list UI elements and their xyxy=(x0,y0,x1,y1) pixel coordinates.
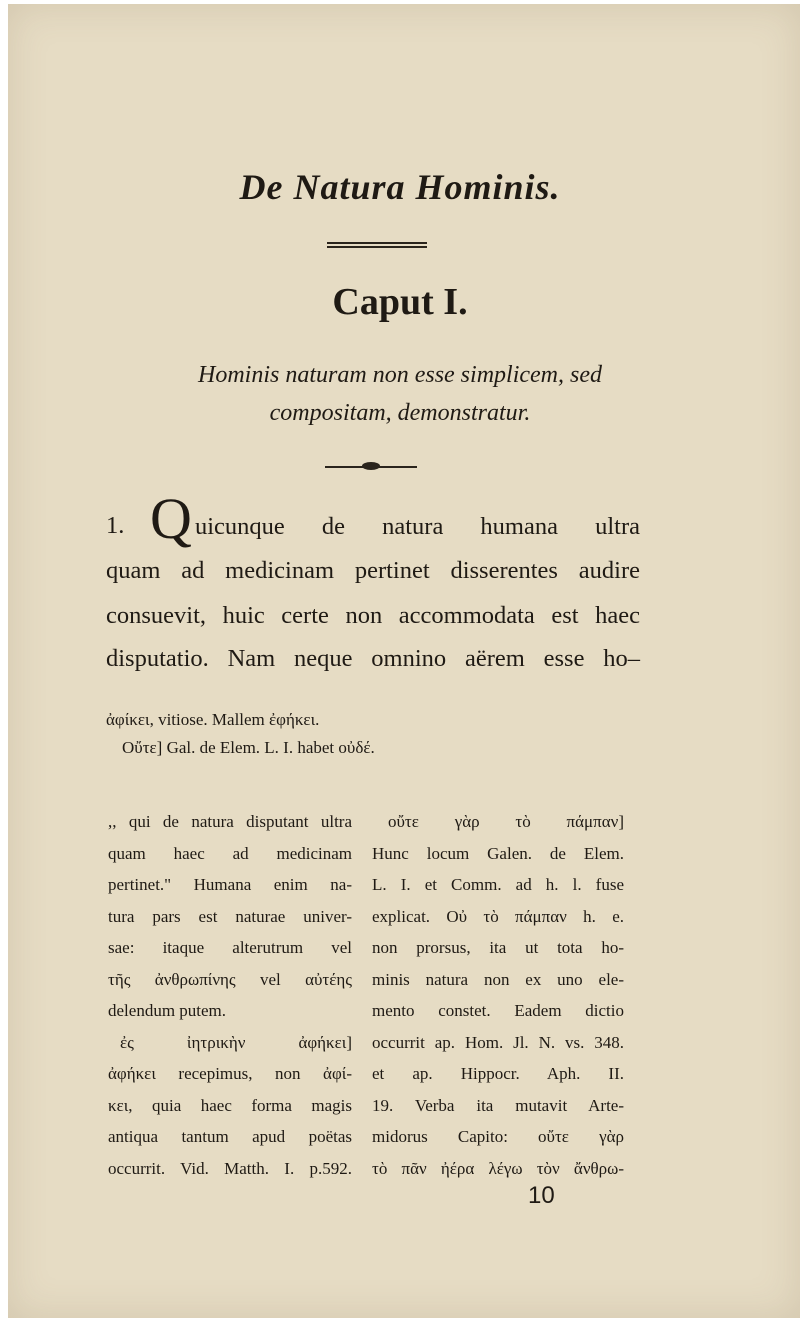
body-line: consuevit, huic certe non accommodata est haec xyxy=(106,602,640,629)
note-line: non prorsus, ita ut tota ho- xyxy=(372,938,624,957)
note-line: mento constet. Eadem dictio xyxy=(372,1001,624,1020)
summary-line: compositam, demonstratur. xyxy=(269,400,531,426)
note-line: occurrit. Vid. Matth. I. p.592. xyxy=(108,1158,352,1178)
chapter-summary xyxy=(100,356,700,432)
note-line: τὸ πᾶν ἠέρα λέγω τὸν ἄνθρω- xyxy=(372,1158,624,1178)
note-line: minis natura non ex uno ele- xyxy=(372,969,624,989)
ornament-dot xyxy=(362,462,380,470)
notes-left-column xyxy=(108,806,352,1184)
note-line: et ap. Hippocr. Aph. II. xyxy=(372,1064,624,1083)
note-line: explicat. Οὐ τὸ πάμπαν h. e. xyxy=(372,906,624,926)
note-line: sae: itaque alterutrum vel xyxy=(108,938,352,957)
double-rule-divider xyxy=(327,242,427,248)
notes-right-column xyxy=(372,806,624,1184)
footnote-line: Οὔτε] Gal. de Elem. L. I. habet οὐδέ. xyxy=(122,738,375,757)
note-line: ἀφήκει recepimus, non ἀφί- xyxy=(108,1064,352,1083)
note-line: 19. Verba ita mutavit Arte- xyxy=(372,1095,624,1115)
note-line: κει, quia haec forma magis xyxy=(108,1095,352,1115)
footnote-line: ἀφίκει, vitiose. Mallem ἐφήκει. xyxy=(106,710,320,729)
body-line: uicunque de natura humana ultra xyxy=(195,513,640,540)
page-title: De Natura Hominis. xyxy=(239,167,561,207)
chapter-heading: Caput I. xyxy=(332,281,468,323)
body-line: disputatio. Nam neque omnino aërem esse ho– xyxy=(106,645,640,672)
note-line: delendum putem. xyxy=(108,1001,227,1020)
paragraph-number: 1. xyxy=(106,512,125,539)
page-number: 10 xyxy=(528,1182,555,1209)
note-line: Hunc locum Galen. de Elem. xyxy=(372,843,624,863)
note-line: occurrit ap. Hom. Jl. N. vs. 348. xyxy=(372,1032,624,1052)
drop-cap: Q xyxy=(150,486,192,551)
note-line: pertinet." Humana enim na- xyxy=(108,875,352,894)
note-line: midorus Capito: οὔτε γὰρ xyxy=(372,1127,624,1146)
note-line: ἐς ἰητρικὴν ἀφήκει] xyxy=(120,1032,352,1052)
note-line: tura pars est naturae univer- xyxy=(108,906,352,926)
note-line: L. I. et Comm. ad h. l. fuse xyxy=(372,875,624,894)
body-line: quam ad medicinam pertinet disserentes audire xyxy=(106,557,640,584)
note-line: οὔτε γὰρ τὸ πάμπαν] xyxy=(388,812,624,831)
note-line: antiqua tantum apud poëtas xyxy=(108,1127,352,1146)
note-line: ,, qui de natura disputant ultra xyxy=(108,812,352,831)
note-line: τῆς ἀνθρωπίνης vel αὐτέης xyxy=(108,969,352,989)
summary-line: Hominis naturam non esse simplicem, sed xyxy=(198,362,602,388)
note-line: quam haec ad medicinam xyxy=(108,843,352,863)
